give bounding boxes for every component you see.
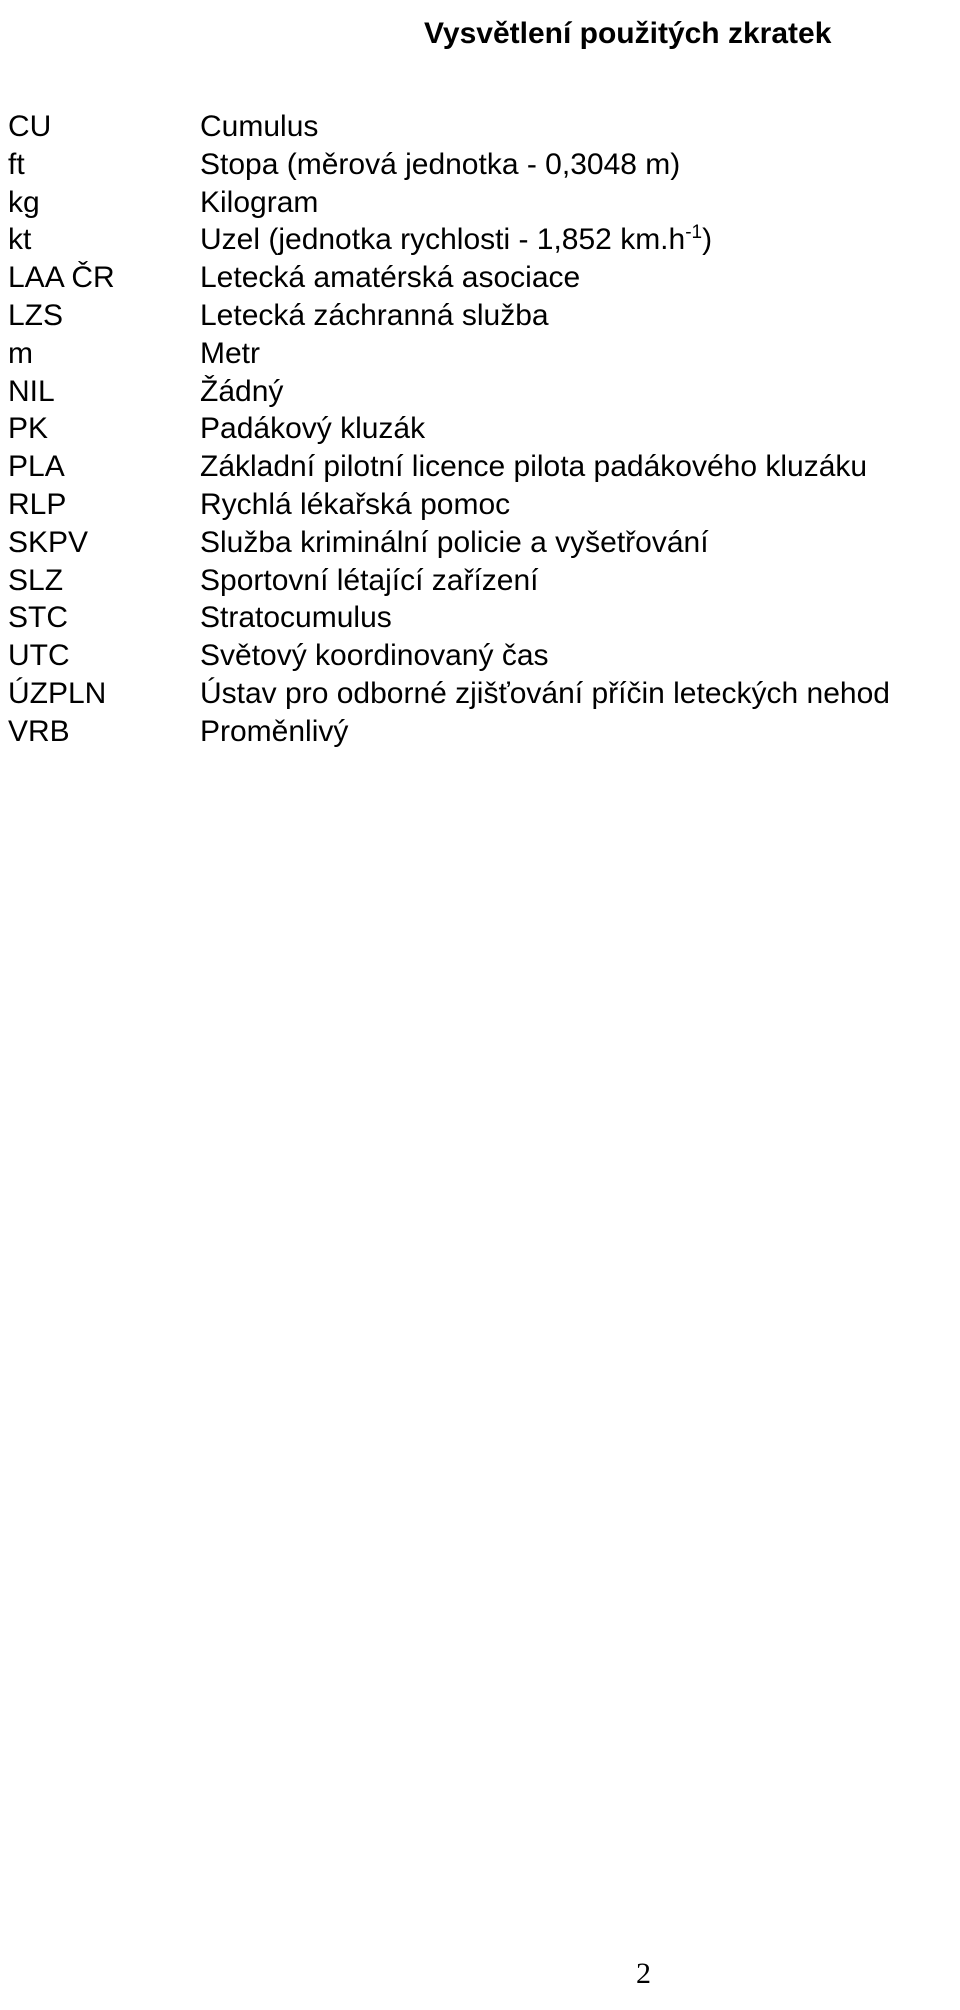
abbreviation-code: LAA ČR: [8, 261, 115, 295]
abbreviation-meaning: Stratocumulus: [200, 601, 392, 635]
abbreviation-meaning: Stopa (měrová jednotka - 0,3048 m): [200, 147, 681, 181]
page-number: 2: [636, 1957, 651, 1990]
abbreviation-code: STC: [8, 601, 68, 635]
abbreviation-code: NIL: [8, 374, 55, 408]
abbreviation-row-m: [8, 335, 960, 373]
abbreviation-code: SKPV: [8, 525, 89, 559]
abbreviation-meaning: Ústav pro odborné zjišťování příčin leteckých nehod: [200, 676, 890, 710]
abbreviation-code: CU: [8, 110, 52, 143]
abbreviation-code: PK: [8, 412, 49, 446]
abbreviation-row-ft: [8, 146, 960, 184]
abbreviation-row-lzs: [8, 297, 960, 335]
abbreviation-meaning: Padákový kluzák: [200, 412, 426, 446]
abbreviation-code: kg: [8, 185, 40, 219]
abbreviation-meaning: Metr: [200, 336, 260, 370]
abbreviation-meaning: Letecká amatérská asociace: [200, 261, 581, 295]
abbreviation-meaning-tail: ): [702, 223, 713, 257]
page-title: Vysvětlení použitých zkratek: [424, 17, 832, 51]
abbreviation-row-pla: [8, 448, 960, 486]
abbreviation-code: ÚZPLN: [8, 676, 107, 710]
abbreviation-row-cu: [8, 108, 960, 146]
abbreviation-code: m: [8, 336, 33, 370]
abbreviation-code: RLP: [8, 487, 67, 521]
abbreviation-meaning-superscript: -1: [685, 222, 703, 244]
abbreviation-meaning-wrapper: [200, 221, 712, 259]
abbreviation-code: ft: [8, 147, 25, 181]
abbreviation-meaning: Letecká záchranná služba: [200, 298, 549, 332]
abbreviation-row-skpv: [8, 524, 960, 562]
abbreviation-meaning: Kilogram: [200, 185, 319, 219]
abbreviation-meaning: Žádný: [200, 374, 284, 408]
abbreviation-row-laa-cr: [8, 259, 960, 297]
abbreviation-row-uzpln: [8, 675, 960, 713]
abbreviation-meaning: Základní pilotní licence pilota padákového kluzáku: [200, 450, 868, 484]
abbreviation-meaning: Světový koordinovaný čas: [200, 639, 549, 673]
abbreviation-row-utc: [8, 637, 960, 675]
abbreviation-row-slz: [8, 562, 960, 600]
abbreviation-meaning: Rychlá lékařská pomoc: [200, 487, 511, 521]
abbreviation-meaning: Cumulus: [200, 110, 319, 143]
abbreviation-row-kt: [8, 221, 960, 259]
abbreviation-list: [8, 108, 960, 751]
abbreviation-code: UTC: [8, 639, 70, 673]
abbreviation-code: LZS: [8, 298, 64, 332]
abbreviation-row-stc: [8, 599, 960, 637]
abbreviation-row-kg: [8, 184, 960, 222]
abbreviation-row-nil: [8, 373, 960, 411]
abbreviation-code: SLZ: [8, 563, 64, 597]
abbreviation-meaning: Sportovní létající zařízení: [200, 563, 539, 597]
abbreviation-row-rlp: [8, 486, 960, 524]
abbreviation-row-vrb: [8, 713, 960, 751]
abbreviation-code: VRB: [8, 714, 70, 748]
abbreviation-meaning: Služba kriminální policie a vyšetřování: [200, 525, 709, 559]
abbreviation-row-pk: [8, 410, 960, 448]
abbreviation-code: kt: [8, 223, 32, 257]
abbreviation-meaning: Proměnlivý: [200, 714, 349, 748]
abbreviation-code: PLA: [8, 450, 65, 484]
abbreviation-meaning: Uzel (jednotka rychlosti - 1,852 km.h: [200, 223, 686, 257]
